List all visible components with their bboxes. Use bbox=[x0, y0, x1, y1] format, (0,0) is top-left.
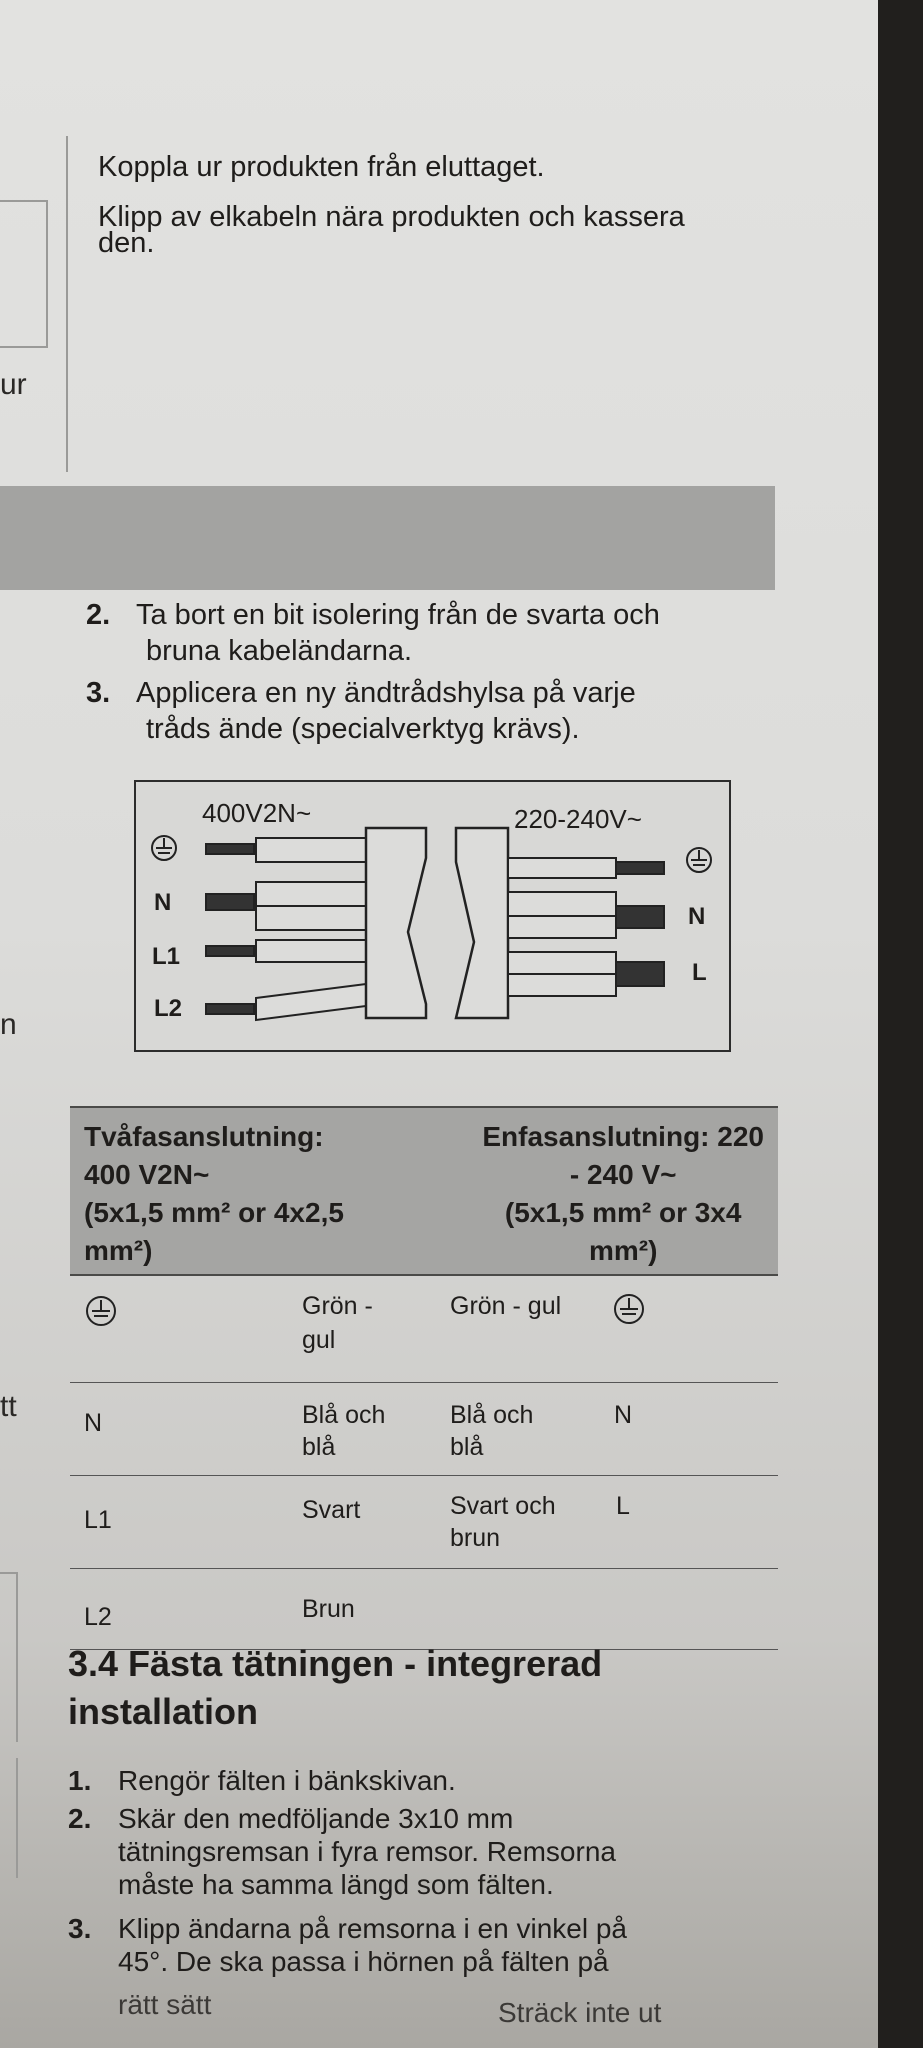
row-l1-right-end: L bbox=[616, 1492, 630, 1520]
step-2-line-1: 2. Ta bort en bit isolering från de svarta och bbox=[86, 599, 660, 631]
row-n-right-end: N bbox=[614, 1401, 633, 1429]
step-3-number: 3. bbox=[86, 677, 111, 709]
step-3-line-1: 3. Applicera en ny ändtrådshylsa på varje bbox=[86, 677, 636, 709]
diagram-right-label-n: N bbox=[688, 903, 706, 930]
row-l2-left: L2 bbox=[84, 1603, 112, 1631]
device-edge bbox=[878, 0, 923, 2048]
cutoff-right-text: Sträck inte ut bbox=[498, 1997, 662, 2028]
diagram-left-label-n: N bbox=[154, 889, 172, 916]
right-wires bbox=[508, 858, 664, 996]
margin-fragment-2: n bbox=[0, 1008, 17, 1041]
diagram-left-label-l2: L2 bbox=[154, 995, 183, 1022]
table-header bbox=[70, 1106, 778, 1276]
diagram-right-label-l: L bbox=[692, 959, 707, 986]
row-n-mid-1: Blå och bbox=[302, 1401, 386, 1429]
left-terminal-block bbox=[366, 828, 426, 1018]
margin-box-lower2-v bbox=[16, 1758, 18, 1878]
table-row bbox=[70, 1476, 778, 1569]
ground-icon-right bbox=[687, 848, 711, 872]
step-3-line-2: tråds ände (specialverktyg krävs). bbox=[146, 713, 580, 745]
step-2-line-2: bruna kabeländarna. bbox=[146, 635, 413, 667]
row-l1-left: L1 bbox=[84, 1506, 112, 1534]
intro-line-2b: den. bbox=[98, 227, 155, 259]
table-row bbox=[70, 1383, 778, 1476]
margin-box-edge-bottom bbox=[0, 346, 48, 348]
wiring-diagram-svg bbox=[136, 782, 729, 1050]
table-row bbox=[70, 1569, 778, 1650]
section-title: 3.4 Fästa tätningen - integrerad installation bbox=[68, 1643, 603, 1732]
margin-fragment-1: ur bbox=[0, 368, 27, 401]
table-row bbox=[70, 1276, 778, 1383]
row-n-right-1: Blå och bbox=[450, 1401, 534, 1429]
connection-table bbox=[70, 1106, 778, 1650]
row-n-mid-2: blå bbox=[302, 1433, 336, 1461]
intro-line-2a: Klipp av elkabeln nära produkten och kassera bbox=[98, 201, 685, 233]
diagram-right-title: 220-240V~ bbox=[514, 804, 642, 834]
margin-box-edge bbox=[0, 200, 48, 202]
wiring-diagram bbox=[134, 780, 731, 1052]
row-n-right-2: blå bbox=[450, 1433, 484, 1461]
cutoff-left-text: rätt sätt bbox=[118, 1989, 212, 2020]
left-wires bbox=[206, 838, 366, 1020]
earth-icon-right bbox=[612, 1292, 646, 1334]
column-rule-top bbox=[66, 136, 68, 472]
row-earth-mid-1: Grön - bbox=[302, 1292, 373, 1320]
row-l1-right-2: brun bbox=[450, 1524, 501, 1552]
row-n-left: N bbox=[84, 1409, 103, 1437]
section-step-3: 3. Klipp ändarna på remsorna i en vinkel på 45°. De ska passa i hörnen på fälten på bbox=[68, 1913, 627, 1977]
row-earth-mid-2: gul bbox=[302, 1326, 336, 1354]
right-terminal-block bbox=[456, 828, 508, 1018]
row-l1-right-1: Svart och bbox=[450, 1492, 556, 1520]
section-step-1: 1. Rengör fälten i bänkskivan. bbox=[68, 1765, 456, 1796]
intro-line-1: Koppla ur produkten från eluttaget. bbox=[98, 151, 545, 183]
diagram-left-title: 400V2N~ bbox=[202, 798, 312, 828]
diagram-left-label-l1: L1 bbox=[152, 943, 181, 970]
ground-icon-left bbox=[152, 836, 176, 860]
section-step-2: 2. Skär den medföljande 3x10 mm tätningsremsan i fyra remsor. Remsorna måste ha samma längd som fälten. bbox=[68, 1803, 616, 1900]
section-header-band bbox=[0, 486, 775, 590]
header-single-phase: Enfasanslutning: 220 - 240 V~ (5x1,5 mm² or 3x4 mm²) bbox=[482, 1121, 764, 1266]
earth-icon-left bbox=[84, 1294, 118, 1336]
margin-box-edge-v bbox=[46, 200, 48, 348]
row-earth-right-1: Grön - gul bbox=[450, 1292, 562, 1320]
row-l1-mid-1: Svart bbox=[302, 1496, 361, 1524]
header-two-phase: Tvåfasanslutning: 400 V2N~ (5x1,5 mm² or 4x2,5 mm²) bbox=[84, 1121, 344, 1266]
margin-box-lower-v bbox=[16, 1572, 18, 1742]
margin-fragment-3: tt bbox=[0, 1390, 17, 1423]
row-l2-mid-1: Brun bbox=[302, 1595, 355, 1623]
step-2-number: 2. bbox=[86, 599, 111, 631]
